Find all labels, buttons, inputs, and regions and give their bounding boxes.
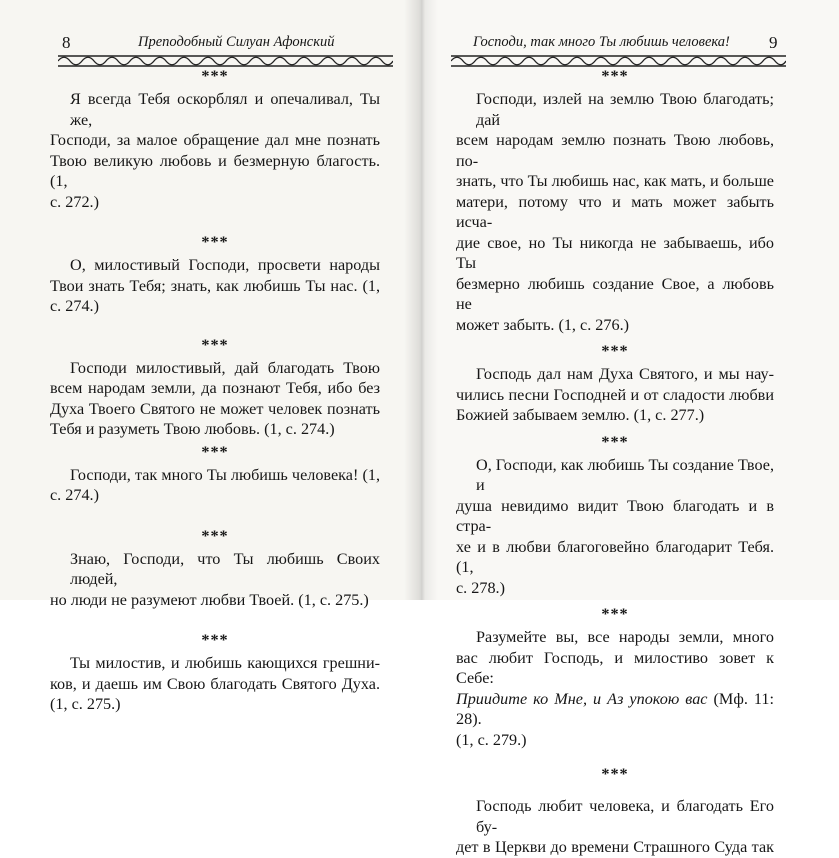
left-text-column bbox=[50, 66, 380, 715]
paragraph bbox=[50, 549, 380, 611]
left-running-head: Преподобный Силуан Афонский bbox=[138, 34, 335, 50]
text-line: Господь любит человека, и благодать Его бу- bbox=[476, 797, 774, 836]
text-line: Духа Твоего Святого не может человек познать bbox=[50, 399, 380, 418]
right-text-column bbox=[456, 66, 774, 858]
paragraph bbox=[456, 364, 774, 426]
text-line: ков, и даешь им Свою благодать Святого Духа. bbox=[50, 674, 380, 693]
text-line: с. 278.) bbox=[456, 578, 505, 597]
text-line: хе и в любви благоговейно благодарит Тебя. (1, bbox=[456, 537, 774, 576]
text-line: Твои знать Тебя; знать, как любишь Ты нас. (1, bbox=[50, 276, 380, 295]
text-line: всем народам земли, да познают Тебя, ибо без bbox=[50, 379, 380, 397]
scripture-reference: (Мф. 11: 28). bbox=[456, 689, 774, 728]
separator-stars: *** bbox=[201, 335, 229, 354]
separator-stars: *** bbox=[601, 67, 629, 85]
paragraph bbox=[50, 358, 380, 440]
text-line: Господи милостивый, дай благодать Твою bbox=[70, 358, 380, 377]
text-line: Господи, излей на землю Твою благодать; дай bbox=[476, 90, 774, 129]
paragraph bbox=[456, 455, 774, 599]
text-line: душа невидимо видит Твою благодать и в стра- bbox=[456, 496, 774, 535]
text-line: Я всегда Тебя оскорблял и опечаливал, Ты же, bbox=[70, 90, 380, 129]
text-line: всем народам землю познать Твою любовь, по- bbox=[456, 131, 774, 170]
text-line: Знаю, Господи, что Ты любишь Своих людей, bbox=[70, 549, 380, 588]
separator-stars: *** bbox=[601, 432, 629, 451]
paragraph bbox=[456, 627, 774, 750]
scripture-quote: Приидите ко Мне, и Аз упокою вас bbox=[456, 689, 708, 708]
separator-stars: *** bbox=[601, 605, 629, 623]
paragraph bbox=[456, 89, 774, 335]
separator-stars: *** bbox=[201, 442, 229, 461]
text-line: О, милостивый Господи, просвети народы bbox=[70, 256, 380, 274]
text-line: знать, что Ты любишь нас, как мать, и больше bbox=[456, 172, 774, 190]
text-line: с. 274.) bbox=[50, 486, 99, 504]
text-line: безмерно любишь создание Свое, а любовь не bbox=[456, 274, 774, 313]
right-header bbox=[455, 33, 785, 55]
right-page-number: 9 bbox=[769, 33, 778, 52]
text-line: но люди не разумеют любви Твоей. (1, с. 275.) bbox=[50, 590, 369, 609]
text-line: (1, с. 275.) bbox=[50, 695, 121, 713]
paragraph bbox=[50, 89, 380, 212]
text-line-with-quote bbox=[456, 689, 774, 730]
text-line: вас любит Господь, и милостиво зовет к Себе: bbox=[456, 648, 774, 687]
separator-stars: *** bbox=[201, 233, 229, 251]
paragraph bbox=[50, 465, 380, 506]
text-line: матери, потому что и мать может забыть исча- bbox=[456, 192, 774, 231]
text-line: Ты милостив, и любишь кающихся грешни- bbox=[70, 654, 380, 672]
text-line: Господь дал нам Духа Святого, и мы нау- bbox=[476, 365, 774, 383]
text-line: с. 274.) bbox=[50, 297, 99, 315]
text-line: дет в Церкви до времени Страшного Суда так bbox=[456, 838, 774, 856]
paragraph bbox=[50, 653, 380, 715]
left-page-number: 8 bbox=[62, 33, 71, 52]
paragraph bbox=[456, 796, 774, 858]
text-line: Божией забываем землю. (1, с. 277.) bbox=[456, 406, 705, 424]
text-line: Твою великую любовь и безмерную благость. (1, bbox=[50, 151, 380, 190]
right-running-head: Господи, так много Ты любишь человека! bbox=[473, 34, 730, 50]
separator-stars: *** bbox=[201, 526, 229, 545]
text-line: Господи, за малое обращение дал мне познать bbox=[50, 131, 380, 149]
text-line: Разумейте вы, все народы земли, много bbox=[476, 628, 774, 646]
separator-stars: *** bbox=[601, 342, 629, 360]
text-line: дие свое, но Ты никогда не забываешь, ибо Ты bbox=[456, 233, 774, 272]
text-line: О, Господи, как любишь Ты создание Твое, и bbox=[476, 455, 774, 494]
separator-stars: *** bbox=[601, 765, 629, 783]
text-line: может забыть. (1, с. 276.) bbox=[456, 315, 630, 334]
text-line: с. 272.) bbox=[50, 192, 99, 211]
separator-stars: *** bbox=[201, 67, 229, 85]
paragraph bbox=[50, 255, 380, 317]
text-line: Тебя и разуметь Твою любовь. (1, с. 274.) bbox=[50, 420, 335, 438]
left-text-area bbox=[0, 0, 420, 713]
text-line: Господи, так много Ты любишь человека! (1, bbox=[70, 465, 380, 484]
separator-stars: *** bbox=[201, 631, 229, 649]
text-line: (1, с. 279.) bbox=[456, 730, 527, 749]
text-line: чились песни Господней и от сладости любви bbox=[456, 385, 774, 404]
